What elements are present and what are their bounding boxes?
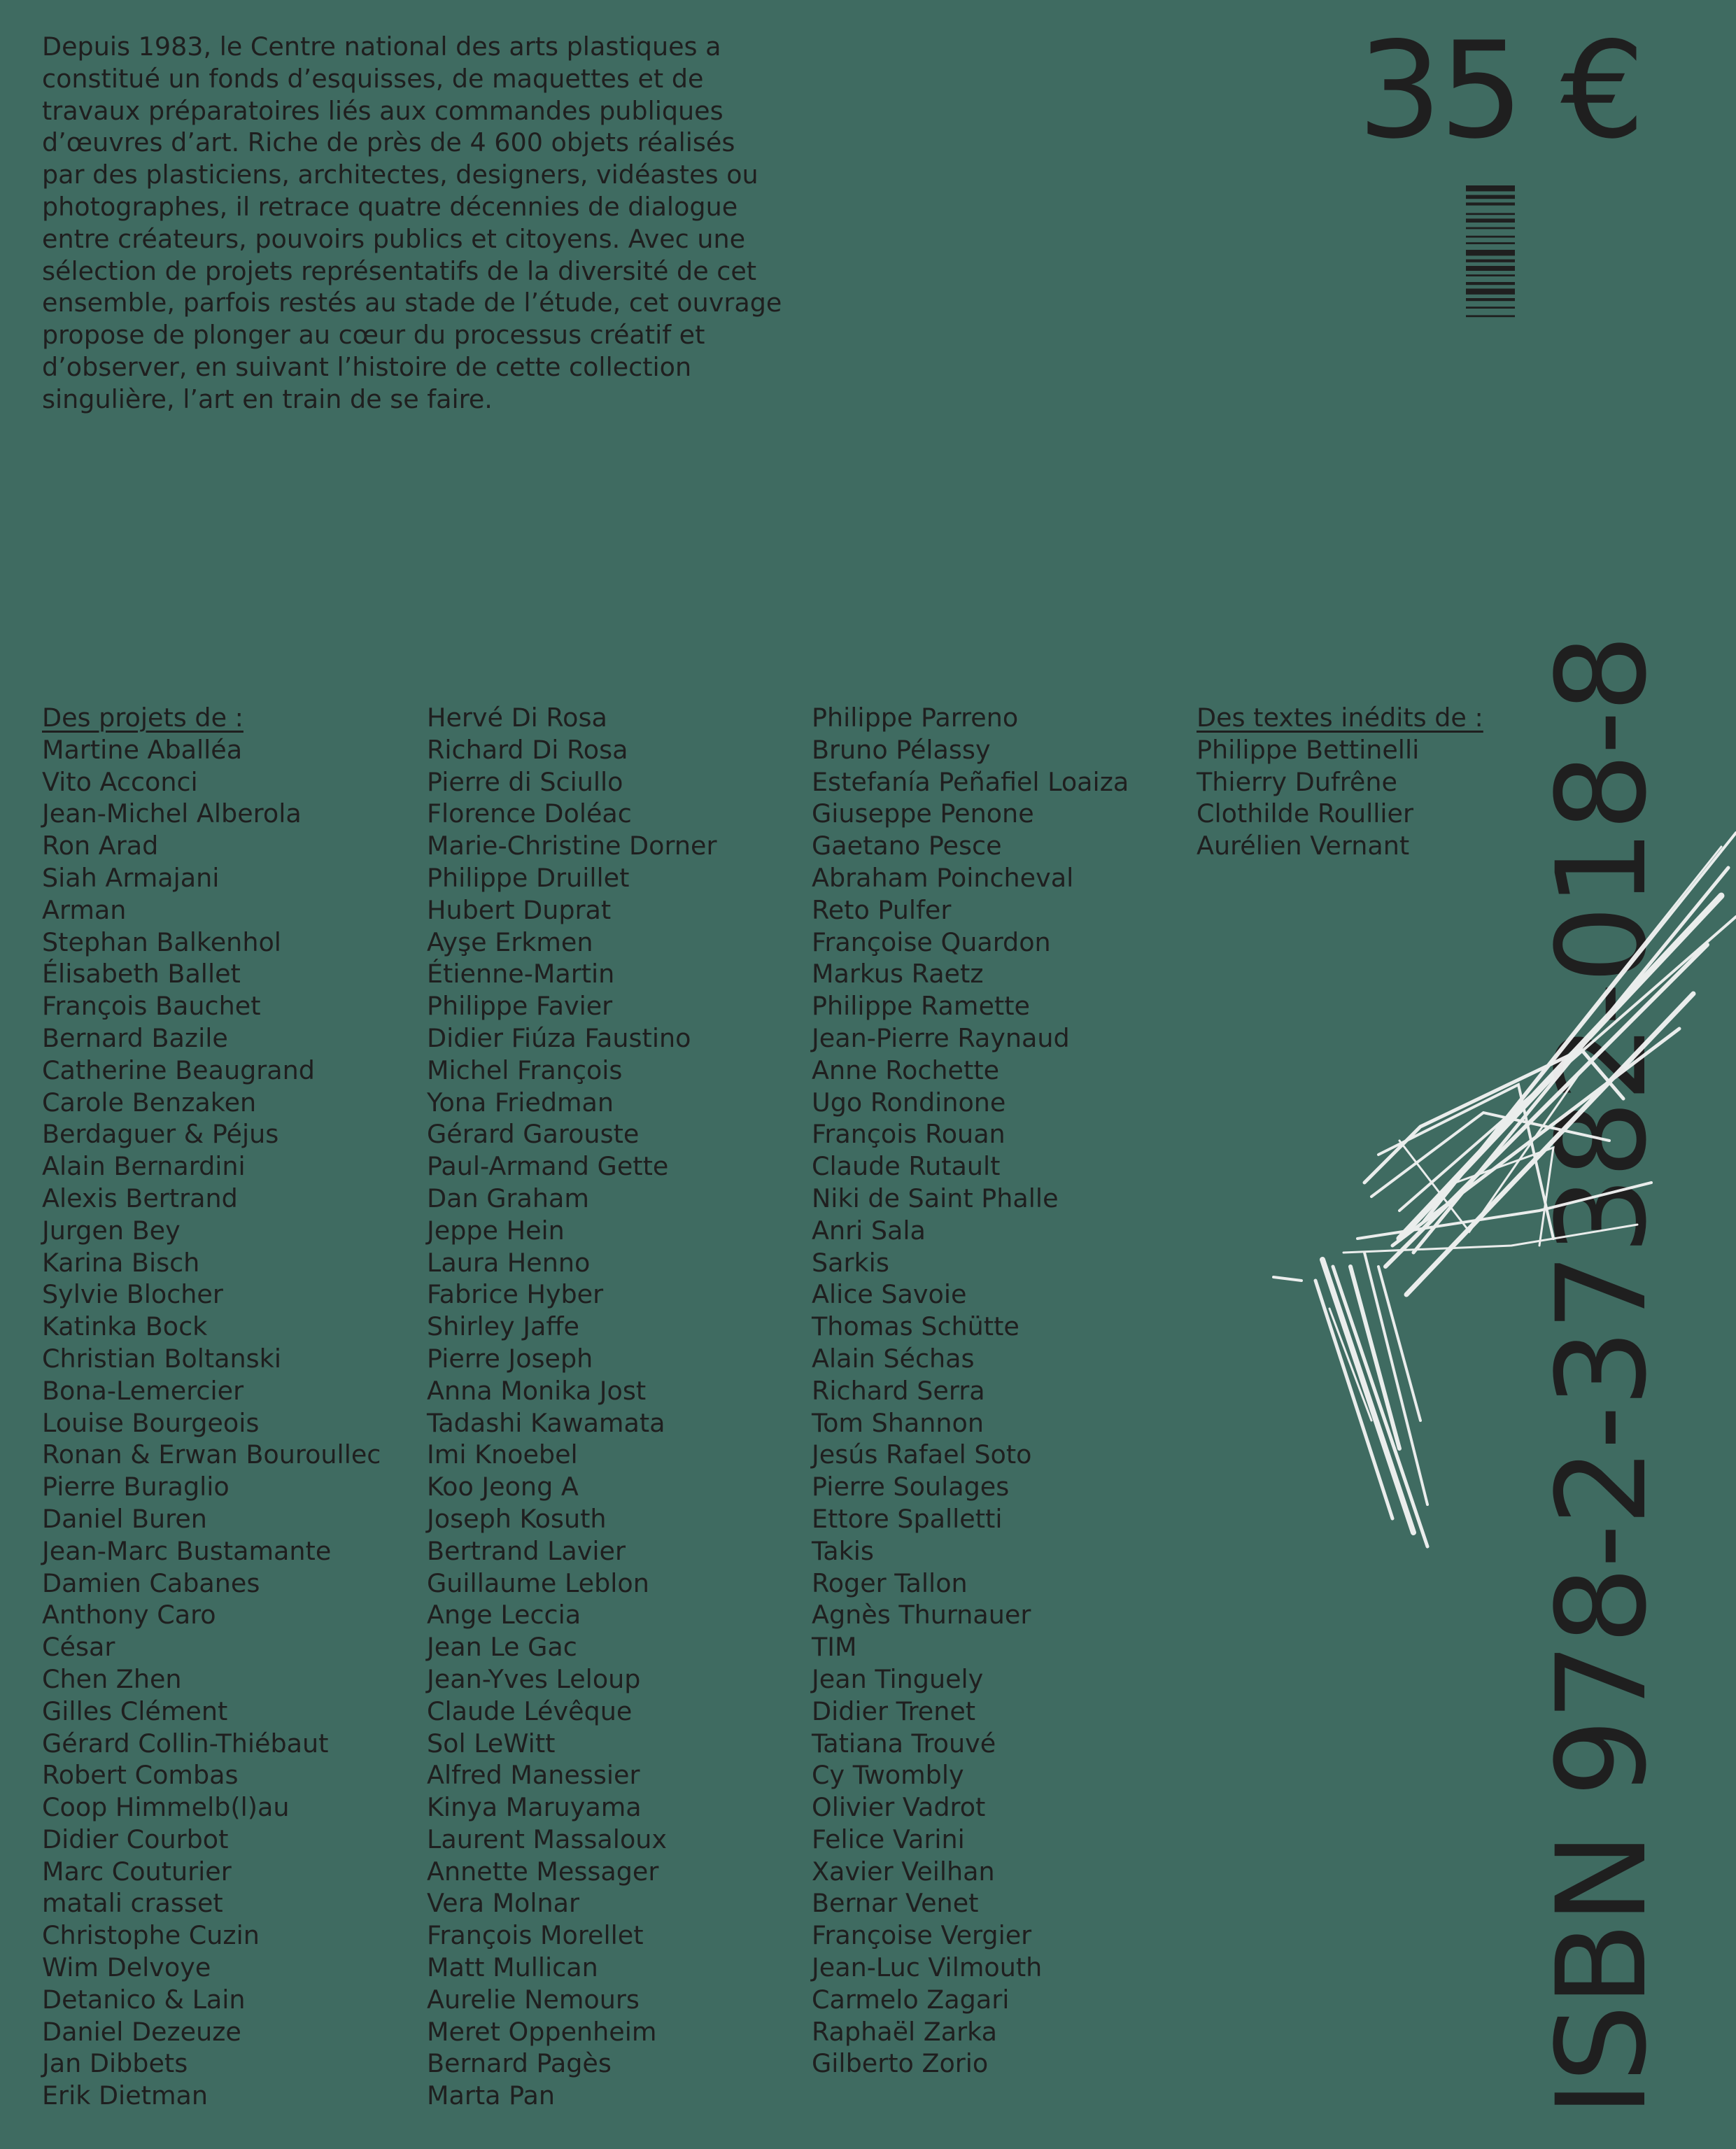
name-item: Fabrice Hyber bbox=[427, 1279, 604, 1310]
name-item: Gilberto Zorio bbox=[812, 2048, 989, 2079]
name-item: Agnès Thurnauer bbox=[812, 1600, 1031, 1630]
name-item: Karina Bisch bbox=[42, 1247, 200, 1278]
name-item: Christian Boltanski bbox=[42, 1343, 281, 1374]
name-item: François Bauchet bbox=[42, 991, 261, 1022]
barcode-bar bbox=[1466, 307, 1515, 309]
name-item: Tadashi Kawamata bbox=[427, 1407, 665, 1438]
name-item: Thomas Schütte bbox=[812, 1311, 1019, 1342]
name-item: Richard Di Rosa bbox=[427, 734, 628, 765]
name-item: Alfred Manessier bbox=[427, 1760, 640, 1791]
name-item: Ettore Spalletti bbox=[812, 1503, 1003, 1534]
name-item: François Rouan bbox=[812, 1119, 1005, 1150]
name-item: Yona Friedman bbox=[427, 1087, 614, 1118]
name-item: Catherine Beaugrand bbox=[42, 1055, 315, 1085]
name-item: Sol LeWitt bbox=[427, 1728, 556, 1759]
name-item: matali crasset bbox=[42, 1888, 223, 1919]
name-item: Hubert Duprat bbox=[427, 894, 612, 925]
name-item: Martine Aballéa bbox=[42, 734, 243, 765]
name-item: Sylvie Blocher bbox=[42, 1279, 223, 1310]
name-item: Arman bbox=[42, 894, 127, 925]
name-item: Michel François bbox=[427, 1055, 623, 1085]
barcode-bar bbox=[1466, 282, 1515, 285]
name-item: Françoise Quardon bbox=[812, 926, 1051, 957]
name-item: Kinya Maruyama bbox=[427, 1792, 642, 1823]
name-item: Philippe Parreno bbox=[812, 703, 1019, 733]
name-item: Ugo Rondinone bbox=[812, 1087, 1006, 1118]
name-item: Anthony Caro bbox=[42, 1600, 216, 1630]
name-item: Vera Molnar bbox=[427, 1888, 580, 1919]
name-item: Jean-Pierre Raynaud bbox=[812, 1022, 1070, 1053]
name-item: Reto Pulfer bbox=[812, 894, 952, 925]
name-item: Abraham Poincheval bbox=[812, 862, 1074, 893]
name-item: Philippe Druillet bbox=[427, 862, 630, 893]
name-item: Markus Raetz bbox=[812, 959, 984, 989]
name-item: Jean Tinguely bbox=[812, 1663, 984, 1694]
name-item: Bertrand Lavier bbox=[427, 1535, 626, 1566]
name-item: Wim Delvoye bbox=[42, 1952, 211, 1983]
name-item: Stephan Balkenhol bbox=[42, 926, 281, 957]
name-item: Pierre Joseph bbox=[427, 1343, 593, 1374]
name-item: Tatiana Trouvé bbox=[812, 1728, 996, 1759]
name-item: Christophe Cuzin bbox=[42, 1920, 260, 1951]
name-item: Jean Le Gac bbox=[427, 1632, 577, 1663]
barcode-bar bbox=[1466, 242, 1515, 244]
name-item: Gérard Collin-Thiébaut bbox=[42, 1728, 329, 1759]
name-item: Élisabeth Ballet bbox=[42, 959, 241, 989]
name-item: Ange Leccia bbox=[427, 1600, 581, 1630]
name-item: Louise Bourgeois bbox=[42, 1407, 260, 1438]
name-item: Pierre di Sciullo bbox=[427, 766, 623, 797]
name-item: Bernard Bazile bbox=[42, 1022, 228, 1053]
texts-column bbox=[1197, 702, 1483, 862]
name-item: Clothilde Roullier bbox=[1197, 798, 1413, 829]
name-item: Berdaguer & Péjus bbox=[42, 1119, 279, 1150]
name-item: Carmelo Zagari bbox=[812, 1984, 1010, 2015]
name-item: Bona-Lemercier bbox=[42, 1375, 244, 1406]
name-item: Ayşe Erkmen bbox=[427, 926, 593, 957]
name-item: Anna Monika Jost bbox=[427, 1375, 647, 1406]
name-item: Jean-Marc Bustamante bbox=[42, 1535, 332, 1566]
name-item: Koo Jeong A bbox=[427, 1472, 579, 1502]
name-item: Alain Bernardini bbox=[42, 1151, 246, 1182]
name-item: TIM bbox=[812, 1632, 857, 1663]
name-item: Ron Arad bbox=[42, 831, 159, 861]
name-item: Pierre Soulages bbox=[812, 1472, 1010, 1502]
name-item: Philippe Favier bbox=[427, 991, 613, 1022]
name-item: Florence Doléac bbox=[427, 798, 632, 829]
name-item: Philippe Ramette bbox=[812, 991, 1030, 1022]
cover-blurb: Depuis 1983, le Centre national des arts plastiques a constitué un fonds d’esquisses, de maquettes et de travaux préparatoires liés aux commandes publiques d’œuvres d’art. Riche de près de 4 600 objets réalisés par des plasticiens, architectes, designers, vidéastes ou photographes, il retrace quatre décennies de dialogue entre créateurs, pouvoirs publics et citoyens. Avec une sélection de projets représentatifs de la diversité de cet ensemble, parfois restés au stade de l’étude, cet ouvrage propose de plonger au cœur du processus créatif et d’observer, en suivant l’histoire de cette collection singulière, l’art en train de se faire. bbox=[42, 31, 782, 414]
name-item: Jurgen Bey bbox=[42, 1215, 181, 1246]
name-item: Jesús Rafael Soto bbox=[812, 1439, 1032, 1470]
name-item: Vito Acconci bbox=[42, 766, 198, 797]
barcode-bar bbox=[1466, 274, 1515, 276]
name-item: Joseph Kosuth bbox=[427, 1503, 607, 1534]
barcode-bar bbox=[1466, 260, 1515, 262]
name-item: Gilles Clément bbox=[42, 1696, 228, 1726]
name-item: Marc Couturier bbox=[42, 1856, 232, 1887]
projects-heading: Des projets de : bbox=[42, 703, 244, 733]
name-item: Dan Graham bbox=[427, 1183, 589, 1213]
barcode-bar bbox=[1466, 218, 1515, 223]
name-item: Jean-Luc Vilmouth bbox=[812, 1952, 1043, 1983]
name-item: Robert Combas bbox=[42, 1760, 239, 1791]
barcode-bar bbox=[1466, 288, 1515, 294]
name-item: Chen Zhen bbox=[42, 1663, 182, 1694]
name-item: Shirley Jaffe bbox=[427, 1311, 579, 1342]
price: 35 € bbox=[1357, 13, 1643, 168]
barcode-bar bbox=[1466, 250, 1515, 255]
name-item: Jean-Yves Leloup bbox=[427, 1663, 641, 1694]
name-item: Claude Lévêque bbox=[427, 1696, 633, 1726]
barcode-bar bbox=[1466, 227, 1515, 230]
name-item: Matt Mullican bbox=[427, 1952, 598, 1983]
isbn-vertical: ISBN 978-2-37382-018-8 bbox=[1530, 636, 1674, 2117]
projects-column-3 bbox=[812, 702, 1129, 2080]
name-item: Coop Himmelb(l)au bbox=[42, 1792, 290, 1823]
name-item: Aurelie Nemours bbox=[427, 1984, 640, 2015]
name-item: Hervé Di Rosa bbox=[427, 703, 607, 733]
name-item: Didier Fiúza Faustino bbox=[427, 1022, 691, 1053]
name-item: Tom Shannon bbox=[812, 1407, 984, 1438]
barcode-bar bbox=[1466, 202, 1515, 205]
name-item: Bernar Venet bbox=[812, 1888, 979, 1919]
name-item: Didier Courbot bbox=[42, 1824, 229, 1854]
name-item: Xavier Veilhan bbox=[812, 1856, 995, 1887]
name-item: Anri Sala bbox=[812, 1215, 926, 1246]
name-item: Guillaume Leblon bbox=[427, 1567, 649, 1598]
name-item: Philippe Bettinelli bbox=[1197, 734, 1420, 765]
name-item: Gérard Garouste bbox=[427, 1119, 640, 1150]
name-item: Ronan & Erwan Bouroullec bbox=[42, 1439, 381, 1470]
name-item: Erik Dietman bbox=[42, 2080, 209, 2111]
name-item: Pierre Buraglio bbox=[42, 1472, 230, 1502]
name-item: Bernard Pagès bbox=[427, 2048, 612, 2079]
barcode-bar bbox=[1466, 315, 1515, 317]
name-item: Niki de Saint Phalle bbox=[812, 1183, 1059, 1213]
name-item: Bruno Pélassy bbox=[812, 734, 991, 765]
name-item: Katinka Bock bbox=[42, 1311, 208, 1342]
name-item: Sarkis bbox=[812, 1247, 889, 1278]
name-item: Detanico & Lain bbox=[42, 1984, 246, 2015]
projects-column-1 bbox=[42, 702, 381, 2112]
barcode-bar bbox=[1466, 298, 1515, 301]
name-item: Claude Rutault bbox=[812, 1151, 1001, 1182]
name-item: Thierry Dufrêne bbox=[1197, 766, 1397, 797]
name-item: César bbox=[42, 1632, 115, 1663]
name-item: Annette Messager bbox=[427, 1856, 659, 1887]
name-item: Jean-Michel Alberola bbox=[42, 798, 302, 829]
name-item: Siah Armajani bbox=[42, 862, 220, 893]
barcode-bar bbox=[1466, 195, 1515, 199]
name-item: Estefanía Peñafiel Loaiza bbox=[812, 766, 1129, 797]
name-item: Giuseppe Penone bbox=[812, 798, 1034, 829]
barcode-bar bbox=[1466, 236, 1515, 238]
name-item: François Morellet bbox=[427, 1920, 644, 1951]
name-item: Anne Rochette bbox=[812, 1055, 1000, 1085]
name-item: Marie-Christine Dorner bbox=[427, 831, 717, 861]
white-scribble-drawing bbox=[1190, 819, 1736, 1588]
name-item: Gaetano Pesce bbox=[812, 831, 1002, 861]
name-item: Laura Henno bbox=[427, 1247, 591, 1278]
name-item: Aurélien Vernant bbox=[1197, 831, 1410, 861]
name-item: Françoise Vergier bbox=[812, 1920, 1032, 1951]
name-item: Jan Dibbets bbox=[42, 2048, 188, 2079]
name-item: Daniel Dezeuze bbox=[42, 2016, 241, 2047]
barcode-bar bbox=[1466, 185, 1515, 191]
name-item: Damien Cabanes bbox=[42, 1567, 260, 1598]
name-item: Meret Oppenheim bbox=[427, 2016, 657, 2047]
name-item: Richard Serra bbox=[812, 1375, 985, 1406]
name-item: Roger Tallon bbox=[812, 1567, 968, 1598]
name-item: Jeppe Hein bbox=[427, 1215, 565, 1246]
projects-column-2 bbox=[427, 702, 717, 2112]
name-item: Marta Pan bbox=[427, 2080, 556, 2111]
name-item: Carole Benzaken bbox=[42, 1087, 257, 1118]
name-item: Imi Knoebel bbox=[427, 1439, 578, 1470]
name-item: Daniel Buren bbox=[42, 1503, 207, 1534]
name-item: Alexis Bertrand bbox=[42, 1183, 238, 1213]
barcode-bar bbox=[1466, 213, 1515, 215]
name-item: Alice Savoie bbox=[812, 1279, 967, 1310]
name-item: Paul-Armand Gette bbox=[427, 1151, 669, 1182]
texts-heading: Des textes inédits de : bbox=[1197, 703, 1483, 733]
name-item: Felice Varini bbox=[812, 1824, 965, 1854]
name-item: Cy Twombly bbox=[812, 1760, 964, 1791]
barcode-bar bbox=[1466, 266, 1515, 271]
name-item: Laurent Massaloux bbox=[427, 1824, 668, 1854]
name-item: Didier Trenet bbox=[812, 1696, 976, 1726]
name-item: Alain Séchas bbox=[812, 1343, 975, 1374]
name-item: Takis bbox=[812, 1535, 874, 1566]
barcode bbox=[1466, 185, 1515, 409]
name-item: Raphaël Zarka bbox=[812, 2016, 998, 2047]
name-item: Olivier Vadrot bbox=[812, 1792, 986, 1823]
name-item: Étienne-Martin bbox=[427, 959, 615, 989]
